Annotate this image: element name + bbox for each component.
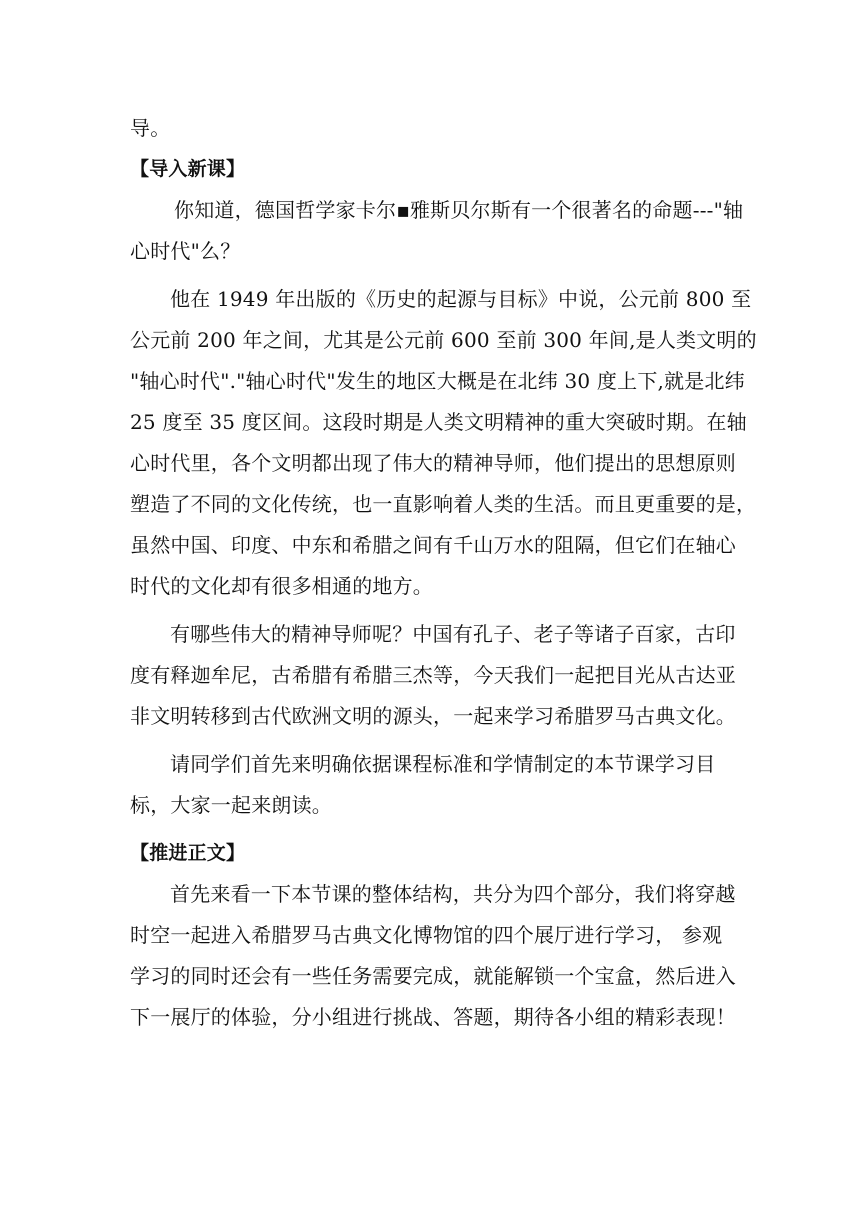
paragraph-line: 时代的文化却有很多相通的地方。 (130, 574, 433, 598)
paragraph-line: 公元前 200 年之间，尤其是公元前 600 至前 300 年间,是人类文明的 (130, 328, 757, 352)
paragraph-line: 首先来看一下本节课的整体结构，共分为四个部分，我们将穿越 (170, 882, 736, 906)
paragraph-line: 请同学们首先来明确依据课程标准和学情制定的本节课学习目 (170, 752, 716, 776)
paragraph-line: 标，大家一起来朗读。 (130, 793, 332, 817)
paragraph-line: 下一展厅的体验，分小组进行挑战、答题，期待各小组的精彩表现！ (130, 1005, 736, 1029)
paragraph-line: 非文明转移到古代欧洲文明的源头，一起来学习希腊罗马古典文化。 (130, 704, 736, 728)
document-body (130, 108, 757, 1038)
paragraph-line: 学习的同时还会有一些任务需要完成，就能解锁一个宝盒，然后进入 (130, 964, 736, 988)
section-heading: 【推进正文】 (130, 842, 246, 864)
section-heading: 【导入新课】 (130, 158, 246, 180)
paragraph-line: 心时代里，各个文明都出现了伟大的精神导师，他们提出的思想原则 (130, 451, 736, 475)
paragraph-line: 有哪些伟大的精神导师呢？中国有孔子、老子等诸子百家，古印 (170, 622, 736, 646)
paragraph-line: 虽然中国、印度、中东和希腊之间有千山万水的阻隔，但它们在轴心 (130, 533, 736, 557)
paragraph-line: 时空一起进入希腊罗马古典文化博物馆的四个展厅进行学习， 参观 (130, 923, 723, 947)
paragraph-line: 你知道，德国哲学家卡尔▪雅斯贝尔斯有一个很著名的命题---"轴 (174, 198, 744, 222)
paragraph-line: 25 度至 35 度区间。这段时期是人类文明精神的重大突破时期。在轴 (130, 410, 747, 434)
paragraph-line: 度有释迦牟尼，古希腊有希腊三杰等，今天我们一起把目光从古达亚 (130, 663, 736, 687)
paragraph-line: "轴心时代"."轴心时代"发生的地区大概是在北纬 30 度上下,就是北纬 (130, 369, 745, 393)
paragraph-line: 心时代"么？ (130, 239, 241, 263)
paragraph-line: 塑造了不同的文化传统，也一直影响着人类的生活。而且更重要的是， (130, 492, 757, 516)
paragraph-line: 他在 1949 年出版的《历史的起源与目标》中说，公元前 800 至 (170, 287, 752, 311)
paragraph-line: 导。 (130, 116, 171, 140)
